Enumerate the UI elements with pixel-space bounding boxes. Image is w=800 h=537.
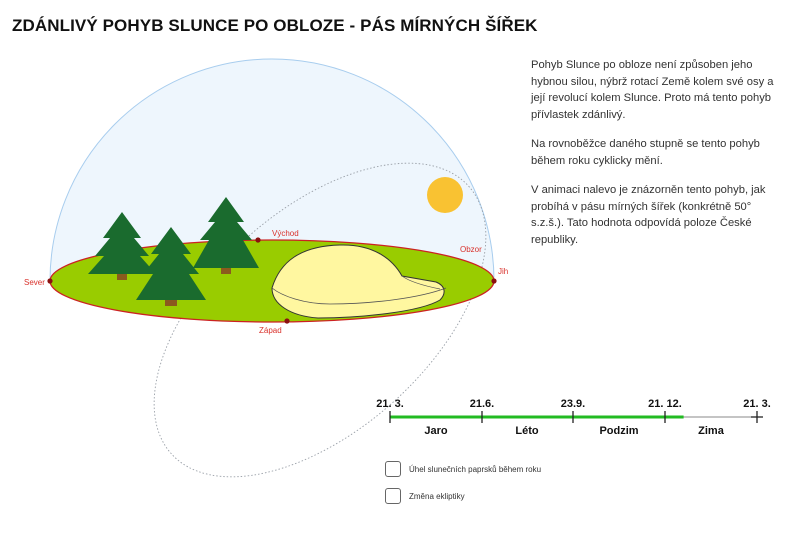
label-obzor: Obzor xyxy=(460,245,482,254)
date-label: 23.9. xyxy=(560,398,586,410)
ecliptic-checkbox[interactable] xyxy=(385,488,401,504)
season-label: Jaro xyxy=(424,425,448,437)
date-label: 21. 3. xyxy=(376,398,404,410)
west-point xyxy=(284,318,289,323)
info-paragraph: Na rovnoběžce daného stupně se tento pohyb během roku cyklicky mění. xyxy=(531,138,760,167)
info-panel xyxy=(531,57,781,261)
season-label: Podzim xyxy=(599,425,639,437)
label-sever: Sever xyxy=(24,278,45,287)
sun-angle-label: Úhel slunečních paprsků během roku xyxy=(409,464,542,474)
label-zapad: Západ xyxy=(259,326,282,335)
info-paragraph: Pohyb Slunce po obloze není způsoben jeho hybnou silou, nýbrž rotací Země kolem své osy a její revolucí kolem Slunce. Proto má tento pohyb přívlastek zdánlivý. xyxy=(531,59,774,121)
label-vychod: Východ xyxy=(272,229,299,238)
date-label: 21. 12. xyxy=(648,398,682,410)
option-ecliptic[interactable] xyxy=(385,488,465,504)
season-label: Léto xyxy=(515,425,539,437)
east-point xyxy=(255,237,260,242)
sun xyxy=(427,177,463,213)
north-point xyxy=(47,278,52,283)
info-paragraph: V animaci nalevo je znázorněn tento pohyb, jak probíhá v pásu mírných šířek (konkrétně 50° s.z.š.). Tato hodnota odpovídá poloze České republiky. xyxy=(531,184,766,246)
season-label: Zima xyxy=(698,425,724,437)
label-jih: Jih xyxy=(498,267,509,276)
date-label: 21. 3. xyxy=(743,398,771,410)
date-label: 21.6. xyxy=(469,398,495,410)
option-sun-angle[interactable] xyxy=(385,461,541,477)
ecliptic-label: Změna ekliptiky xyxy=(409,491,465,501)
south-point xyxy=(491,278,496,283)
page-title: ZDÁNLIVÝ POHYB SLUNCE PO OBLOZE - PÁS MÍRNÝCH ŠÍŘEK xyxy=(12,16,538,35)
sun-angle-checkbox[interactable] xyxy=(385,461,401,477)
